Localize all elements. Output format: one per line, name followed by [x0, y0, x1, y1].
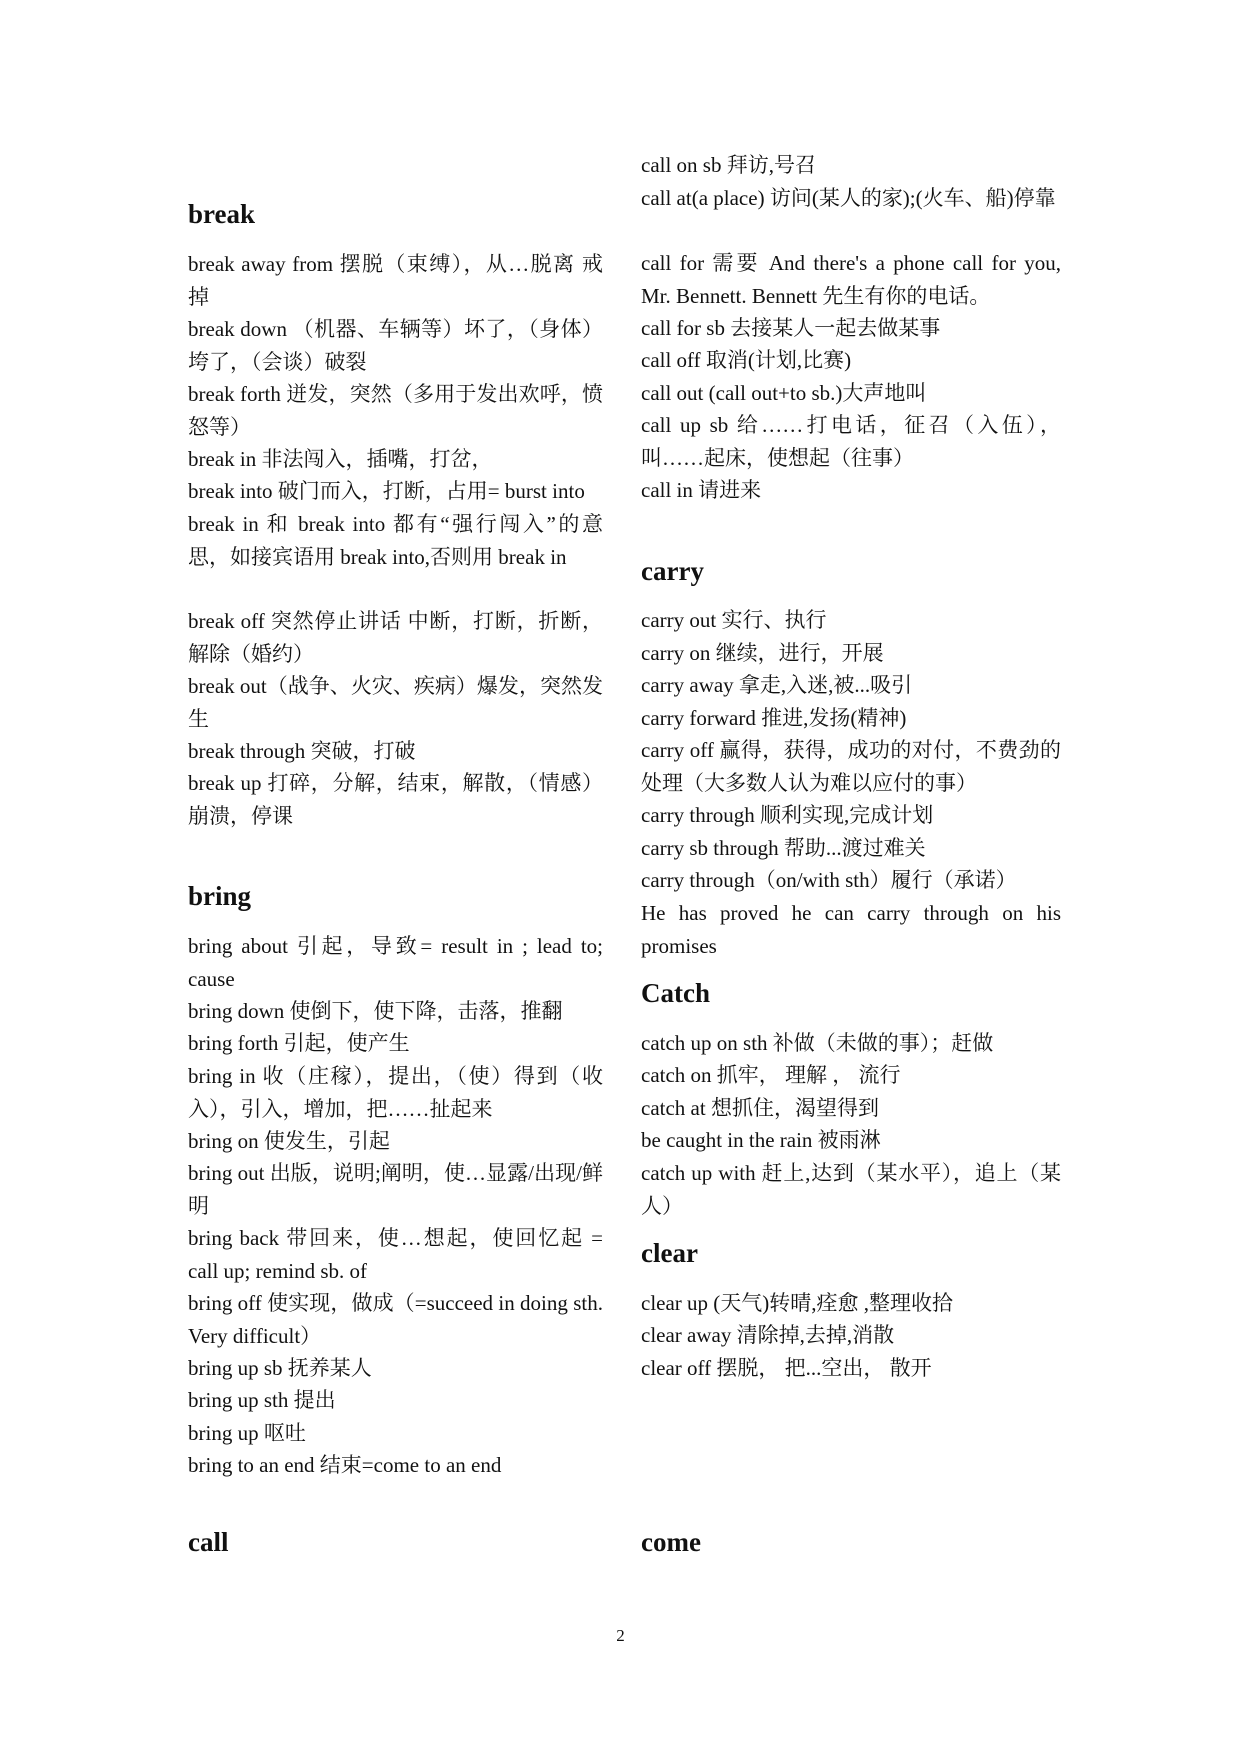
entry-break-in: break in 非法闯入，插嘴，打岔， — [188, 447, 493, 471]
entry-carry-forward: carry forward 推进,发扬(精神) — [641, 706, 907, 730]
entry-bring-to-an-end: bring to an end 结束=come to an end — [188, 1453, 502, 1477]
entry-call-in: call in 请进来 — [641, 478, 762, 502]
entry-be-caught-in-the-rain: be caught in the rain 被雨淋 — [641, 1128, 881, 1152]
section-heading-clear: clear — [641, 1238, 698, 1268]
entry-carry-example: He has proved he can carry through on his promises — [641, 901, 1061, 958]
entry-bring-out: bring out 出版，说明;阐明，使…显露/出现/鲜明 — [188, 1161, 603, 1218]
entry-bring-up: bring up 呕吐 — [188, 1421, 306, 1445]
entry-break-through: break through 突破，打破 — [188, 739, 416, 763]
entry-call-at: call at(a place) 访问(某人的家);(火车、船)停靠 — [641, 186, 1056, 210]
section-heading-come: come — [641, 1527, 701, 1557]
entry-carry-out: carry out 实行、执行 — [641, 608, 827, 632]
entry-catch-up-on: catch up on sth 补做（未做的事）；赶做 — [641, 1031, 994, 1055]
entry-catch-on: catch on 抓牢， 理解 ， 流行 — [641, 1063, 901, 1087]
section-heading-break: break — [188, 199, 256, 229]
entry-bring-up-sth: bring up sth 提出 — [188, 1388, 336, 1412]
entry-call-for: call for 需要 And there's a phone call for you, Mr. Bennett. Bennett 先生有你的电话。 — [641, 251, 1061, 308]
entry-break-in-note: break in 和 break into 都有“强行闯入”的意思，如接宾语用 break into,否则用 break in — [188, 512, 603, 569]
entry-call-off: call off 取消(计划,比赛) — [641, 348, 852, 372]
entry-carry-through: carry through 顺利实现,完成计划 — [641, 803, 934, 827]
entry-bring-in: bring in 收（庄稼），提出，（使）得到（收入），引入，增加，把……扯起来 — [188, 1064, 603, 1121]
entry-bring-up-sb: bring up sb 抚养某人 — [188, 1356, 372, 1380]
entry-bring-down: bring down 使倒下，使下降，击落，推翻 — [188, 999, 563, 1023]
entry-catch-at: catch at 想抓住，渴望得到 — [641, 1096, 879, 1120]
entry-break-up: break up 打碎，分解，结束，解散，（情感）崩溃，停课 — [188, 771, 603, 828]
entry-bring-forth: bring forth 引起，使产生 — [188, 1031, 410, 1055]
entry-carry-sb-through: carry sb through 帮助...渡过难关 — [641, 836, 926, 860]
entry-call-for-sb: call for sb 去接某人一起去做某事 — [641, 316, 941, 340]
entry-break-down: break down （机器、车辆等）坏了，（身体）垮了，（会谈）破裂 — [188, 317, 603, 374]
section-heading-call: call — [188, 1527, 229, 1557]
entry-break-into: break into 破门而入，打断，占用= burst into — [188, 479, 585, 503]
entry-carry-away: carry away 拿走,入迷,被...吸引 — [641, 673, 913, 697]
entry-bring-back: bring back 带回来，使…想起，使回忆起 = call up; remind sb. of — [188, 1226, 603, 1283]
entry-bring-about: bring about 引起，导致= result in ; lead to; cause — [188, 934, 603, 991]
entry-call-out: call out (call out+to sb.)大声地叫 — [641, 381, 927, 405]
entry-bring-on: bring on 使发生，引起 — [188, 1129, 390, 1153]
section-heading-catch: Catch — [641, 978, 710, 1008]
entry-carry-off: carry off 赢得，获得，成功的对付，不费劲的处理（大多数人认为难以应付的事） — [641, 738, 1061, 795]
entry-break-forth: break forth 迸发，突然（多用于发出欢呼，愤怒等） — [188, 382, 603, 439]
entry-break-away-from: break away from 摆脱（束缚），从…脱离 戒掉 — [188, 252, 603, 309]
entry-call-on-sb: call on sb 拜访,号召 — [641, 153, 816, 177]
entry-clear-up: clear up (天气)转晴,痊愈 ,整理收拾 — [641, 1291, 954, 1315]
entry-carry-on: carry on 继续，进行，开展 — [641, 641, 884, 665]
section-heading-bring: bring — [188, 881, 252, 911]
page-number: 2 — [616, 1626, 625, 1645]
entry-bring-off: bring off 使实现，做成（=succeed in doing sth. Very difficult） — [188, 1291, 603, 1348]
entry-clear-off: clear off 摆脱， 把...空出， 散开 — [641, 1356, 932, 1380]
entry-call-up-sb: call up sb 给……打电话，征召（入伍），叫……起床，使想起（往事） — [641, 413, 1061, 470]
entry-clear-away: clear away 清除掉,去掉,消散 — [641, 1323, 895, 1347]
section-heading-carry: carry — [641, 556, 704, 586]
entry-break-off: break off 突然停止讲话 中断，打断，折断，解除（婚约） — [188, 609, 603, 666]
entry-catch-up-with: catch up with 赶上,达到（某水平），追上（某人） — [641, 1161, 1061, 1218]
entry-carry-through-on-with: carry through（on/with sth）履行（承诺） — [641, 868, 1017, 892]
entry-break-out: break out（战争、火灾、疾病）爆发，突然发生 — [188, 674, 603, 731]
